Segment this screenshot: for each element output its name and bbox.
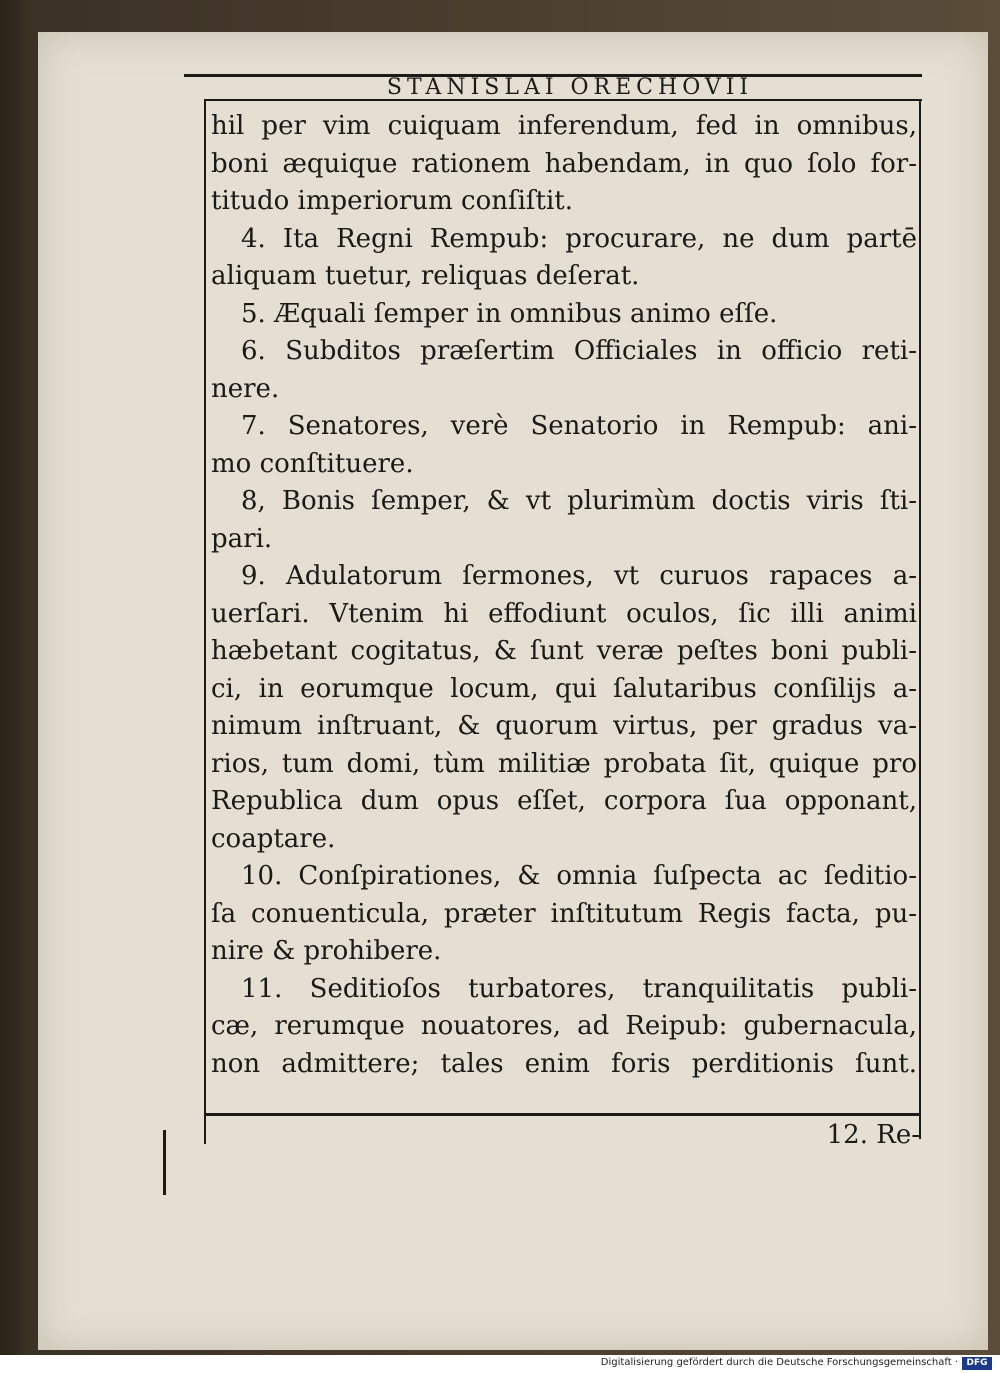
frame-rule-right [919,99,921,1139]
text-line: nimum inſtruant, & quorum virtus, per gradus va- [211,711,917,741]
text-line: 5. Æquali ſemper in omnibus animo eſſe. [241,298,778,329]
text-line: ſa conuenticula, præter inſtitutum Regis facta, pu- [211,898,917,929]
text-line: non admittere; tales enim foris perditionis ſunt. [211,1048,917,1079]
catchword: 12. Re- [826,1120,920,1150]
text-line: mo conſtituere. [211,448,414,479]
text-line: coaptare. [211,823,336,854]
frame-rule-left [204,99,206,1144]
text-line: pari. [211,523,273,554]
text-line: 8, Bonis ſemper, & vt plurimùm doctis viris ſti- [241,486,917,516]
footer-credit: Digitalisierung gefördert durch die Deutsche Forschungsgemeinschaft · [600,1357,958,1368]
text-line: 10. Conſpirationes, & omnia ſuſpecta ac ſeditio- [241,861,917,891]
text-line: nere. [211,373,280,404]
text-line: titudo imperiorum conſiſtit. [211,186,574,216]
text-line: uerſari. Vtenim hi effodiunt oculos, ſic illi animi [211,598,917,629]
margin-mark [163,1130,166,1195]
text-line: 4. Ita Regni Rempub: procurare, ne dum partē [241,223,917,254]
running-head: STANISLAI ORECHOVII [386,75,754,100]
text-line: Republica dum opus eſſet, corpora ſua opponant, [211,786,917,816]
text-line: hæbetant cogitatus, & ſunt veræ peſtes boni publi- [211,636,917,666]
dfg-logo-icon: DFG [962,1357,992,1370]
text-line: hil per vim cuiquam inferendum, fed in omnibus, [211,111,917,141]
text-line: 6. Subditos præſertim Officiales in officio reti- [241,336,917,366]
page-text [211,108,917,1083]
frame-rule-bottom [205,1113,921,1116]
text-line: 9. Adulatorum ſermones, vt curuos rapaces a- [241,561,917,591]
text-line: aliquam tuetur, reliquas deſerat. [211,261,640,291]
text-line: nire & prohibere. [211,936,442,966]
text-line: ci, in eorumque locum, qui ſalutaribus conſilijs a- [211,673,917,704]
text-line: cæ, rerumque nouatores, ad Reipub: gubernacula, [211,1011,917,1041]
text-line: 11. Seditioſos turbatores, tranquilitatis publi- [241,973,917,1004]
text-line: 7. Senatores, verè Senatorio in Rempub: ani- [241,411,917,441]
text-line: boni æquique rationem habendam, in quo ſolo for- [211,148,917,179]
text-line: rios, tum domi, tùm militiæ probata ſit, quique pro [211,748,917,779]
